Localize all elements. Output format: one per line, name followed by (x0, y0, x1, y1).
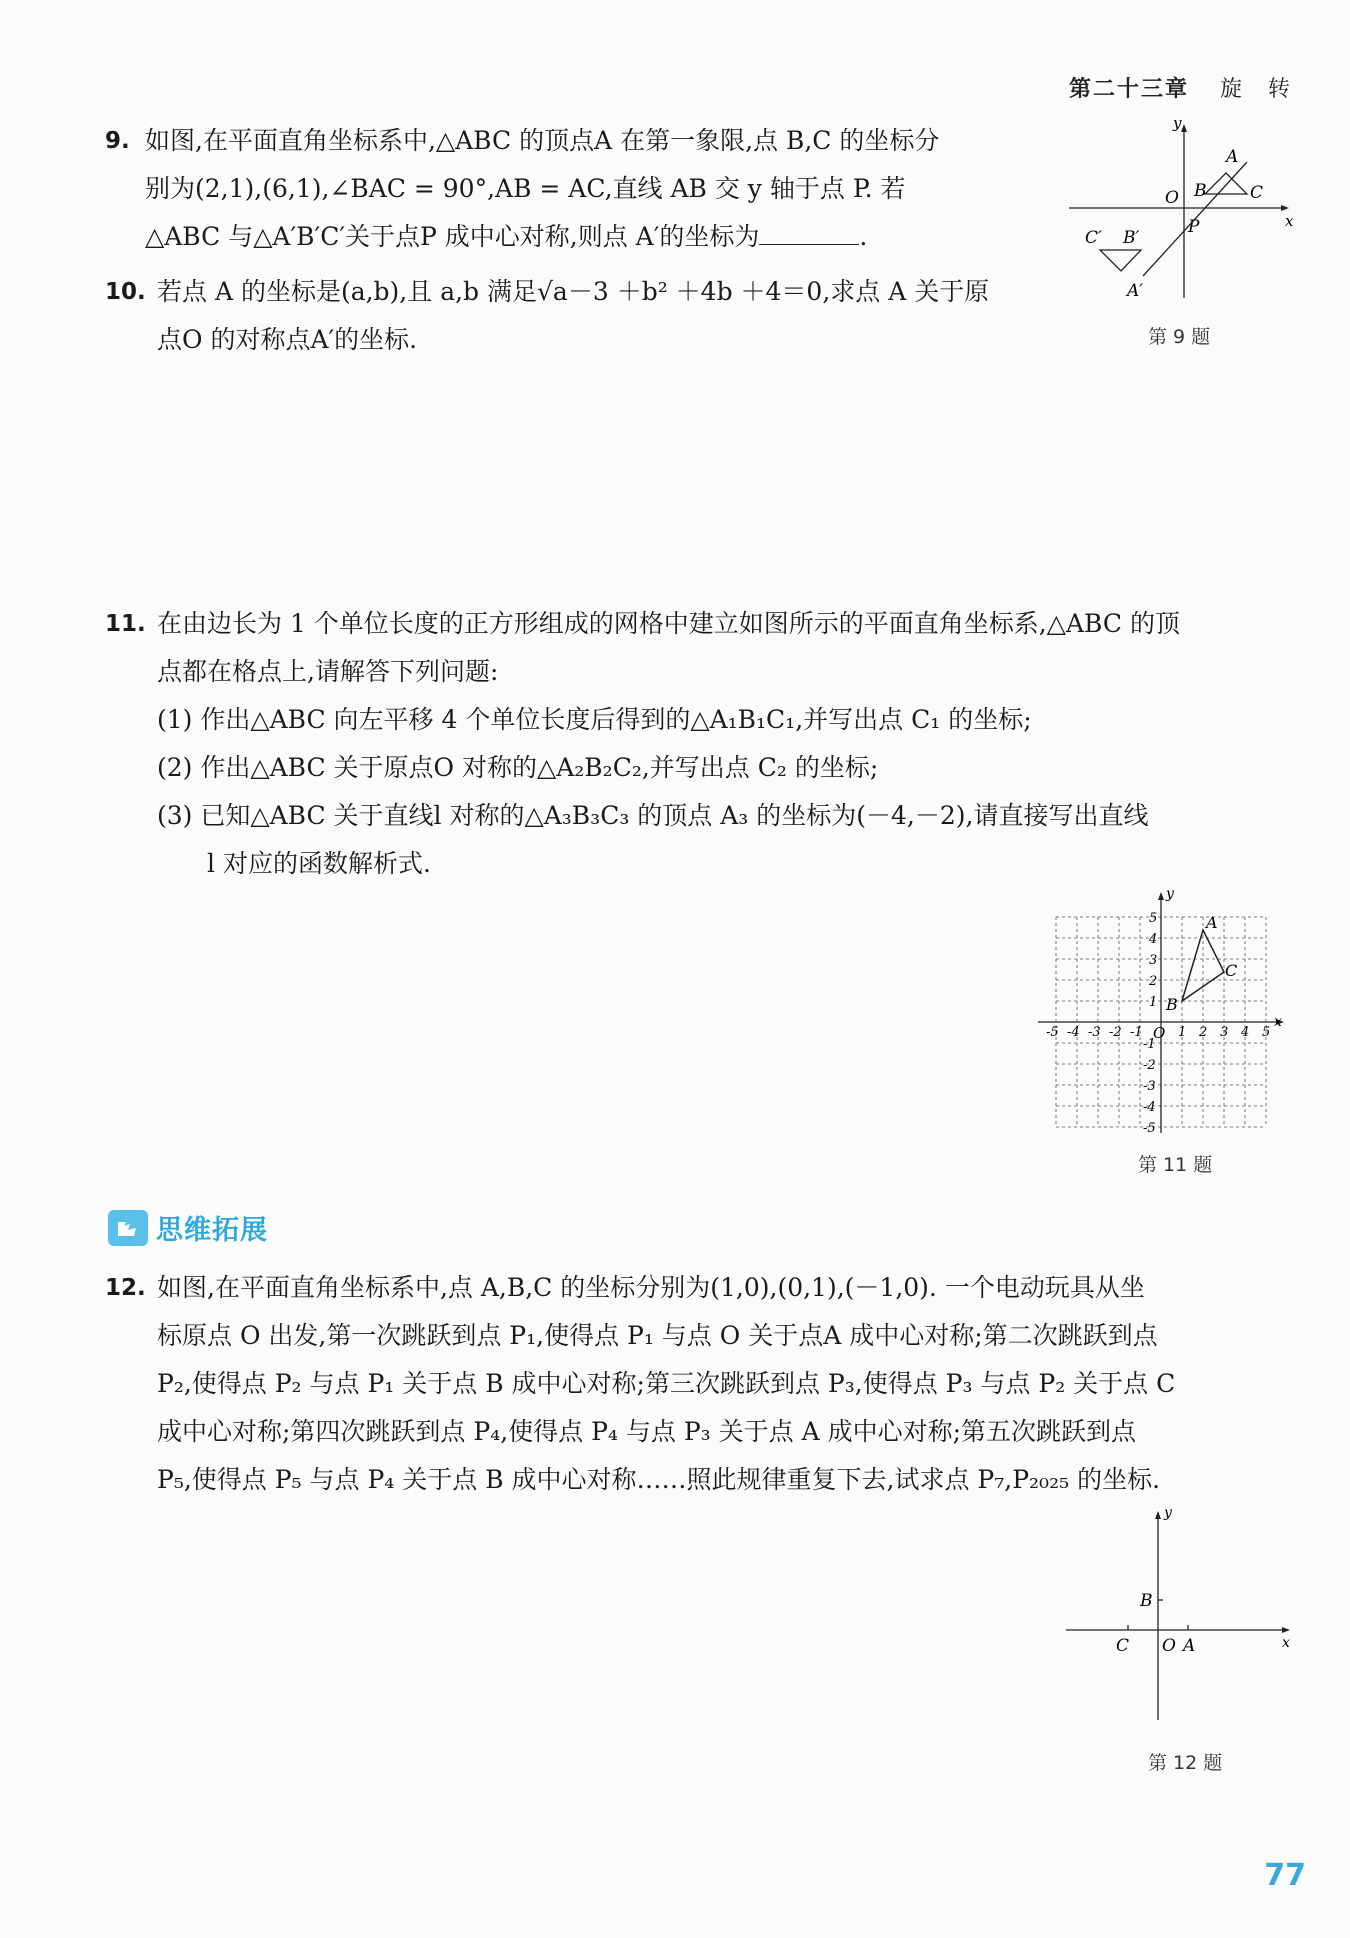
section-title: 思维拓展 (156, 1215, 268, 1246)
x-tick-label: -4 (1067, 1025, 1080, 1040)
subquestion-2: (2) 作出△ABC 关于原点O 对称的△A₂B₂C₂,并写出点 C₂ 的坐标; (157, 753, 879, 782)
x-arrow-icon (1282, 1627, 1290, 1633)
label-x: x (1285, 212, 1294, 230)
question-text-line: 如图,在平面直角坐标系中,点 A,B,C 的坐标分别为(1,0),(0,1),(－1,0). 一个电动玩具从坐 (157, 1273, 1145, 1302)
x-tick-label: -5 (1046, 1025, 1059, 1040)
figure-12-caption: 第 12 题 (1148, 1752, 1223, 1774)
question-text-line: 如图,在平面直角坐标系中,△ABC 的顶点A 在第一象限,点 B,C 的坐标分 (145, 126, 940, 155)
label-o: O (1162, 1636, 1176, 1656)
label-a1: A′ (1127, 281, 1144, 301)
question-11 (105, 600, 1180, 888)
figure-11 (1038, 888, 1288, 1138)
y-tick-label: 4 (1149, 932, 1158, 947)
x-arrow-icon (1281, 205, 1289, 211)
figure-11-caption: 第 11 题 (1138, 1154, 1213, 1176)
subquestion-3-cont: l 对应的函数解析式. (207, 849, 431, 878)
label-x: x (1282, 1635, 1290, 1651)
x-tick-label: -2 (1109, 1025, 1122, 1040)
x-tick-label: 1 (1178, 1025, 1187, 1040)
label-y: y (1166, 888, 1174, 902)
label-b: B (1166, 995, 1178, 1014)
label-a: A (1206, 913, 1218, 932)
question-text-line: 若点 A 的坐标是(a,b),且 a,b 满足√a－3 ＋b² ＋4b ＋4＝0,求点 A 关于原 (157, 277, 990, 306)
label-c1: C′ (1085, 228, 1102, 248)
question-text-line: 标原点 O 出发,第一次跳跃到点 P₁,使得点 P₁ 与点 O 关于点A 成中心对称;第二次跳跃到点 (157, 1321, 1158, 1350)
label-o: O (1153, 1024, 1166, 1042)
label-p: P (1188, 217, 1200, 237)
question-number: 10. (105, 279, 146, 305)
subquestion-3: (3) 已知△ABC 关于直线l 对称的△A₃B₃C₃ 的顶点 A₃ 的坐标为(－4,－2),请直接写出直线 (157, 801, 1149, 830)
question-text-line: 点都在格点上,请解答下列问题: (157, 657, 499, 686)
question-number: 9. (105, 128, 130, 154)
y-tick-label: 3 (1149, 953, 1158, 968)
label-o: O (1165, 188, 1179, 208)
question-number: 12. (105, 1275, 146, 1301)
question-text-line: P₂,使得点 P₂ 与点 P₁ 关于点 B 成中心对称;第三次跳跃到点 P₃,使得点 P₃ 与点 P₂ 关于点 C (157, 1369, 1176, 1398)
label-b: B (1140, 1591, 1153, 1611)
y-arrow-icon (1158, 892, 1164, 900)
y-tick-label: 1 (1149, 995, 1158, 1010)
x-tick-label: 3 (1220, 1025, 1229, 1040)
label-a: A (1226, 147, 1239, 167)
x-tick-label: 2 (1199, 1025, 1208, 1040)
subject-title: 旋 转 (1219, 77, 1292, 102)
subquestion-1: (1) 作出△ABC 向左平移 4 个单位长度后得到的△A₁B₁C₁,并写出点 C₁ 的坐标; (157, 705, 1032, 734)
label-a: A (1183, 1636, 1196, 1656)
page-header (1069, 72, 1292, 103)
triangle-abc (1205, 173, 1247, 194)
question-text: . (859, 222, 868, 251)
x-tick-label: -3 (1088, 1025, 1101, 1040)
label-c: C (1116, 1636, 1130, 1656)
thinking-icon (108, 1210, 148, 1246)
question-number: 11. (105, 611, 146, 637)
label-y: y (1173, 118, 1182, 132)
question-12 (105, 1264, 1175, 1504)
figure-9-caption: 第 9 题 (1148, 326, 1211, 348)
label-c: C (1225, 961, 1238, 980)
y-tick-label: 5 (1149, 911, 1158, 926)
question-text-line: 点O 的对称点A′的坐标. (157, 325, 418, 354)
y-tick-label: -2 (1143, 1058, 1156, 1073)
figure-12 (1062, 1505, 1302, 1725)
question-text-line: 别为(2,1),(6,1),∠BAC = 90°,AB = AC,直线 AB 交 y 轴于点 P. 若 (145, 174, 906, 203)
label-b: B (1194, 181, 1207, 201)
label-b1: B′ (1123, 228, 1140, 248)
figure-9 (1063, 118, 1299, 304)
section-header (108, 1208, 268, 1247)
chapter-title: 第二十三章 (1068, 77, 1189, 102)
y-tick-label: -5 (1143, 1121, 1156, 1136)
y-tick-label: -1 (1143, 1037, 1156, 1052)
triangle-a1b1c1 (1100, 250, 1141, 271)
question-10 (105, 268, 989, 364)
question-9 (105, 117, 939, 261)
x-tick-label: 5 (1262, 1025, 1271, 1040)
label-y: y (1164, 1505, 1172, 1521)
y-arrow-icon (1155, 1511, 1161, 1519)
question-text: △ABC 与△A′B′C′关于点P 成中心对称,则点 A′的坐标为 (145, 222, 760, 251)
y-tick-label: 2 (1149, 974, 1158, 989)
y-arrow-icon (1181, 124, 1187, 132)
question-text-line: 在由边长为 1 个单位长度的正方形组成的网格中建立如图所示的平面直角坐标系,△ABC 的顶 (157, 609, 1180, 638)
answer-blank[interactable] (759, 216, 859, 245)
y-tick-label: -4 (1143, 1100, 1156, 1115)
label-x: x (1274, 1014, 1282, 1030)
question-text-line: P₅,使得点 P₅ 与点 P₄ 关于点 B 成中心对称……照此规律重复下去,试求点 P₇,P₂₀₂₅ 的坐标. (157, 1465, 1161, 1494)
question-text-line (105, 213, 939, 261)
label-c: C (1250, 183, 1264, 203)
x-tick-label: 4 (1241, 1025, 1250, 1040)
y-tick-label: -3 (1143, 1079, 1156, 1094)
x-tick-label: -1 (1130, 1025, 1143, 1040)
page-number: 77 (1264, 1858, 1306, 1893)
question-text-line: 成中心对称;第四次跳跃到点 P₄,使得点 P₄ 与点 P₃ 关于点 A 成中心对称;第五次跳跃到点 (157, 1417, 1137, 1446)
